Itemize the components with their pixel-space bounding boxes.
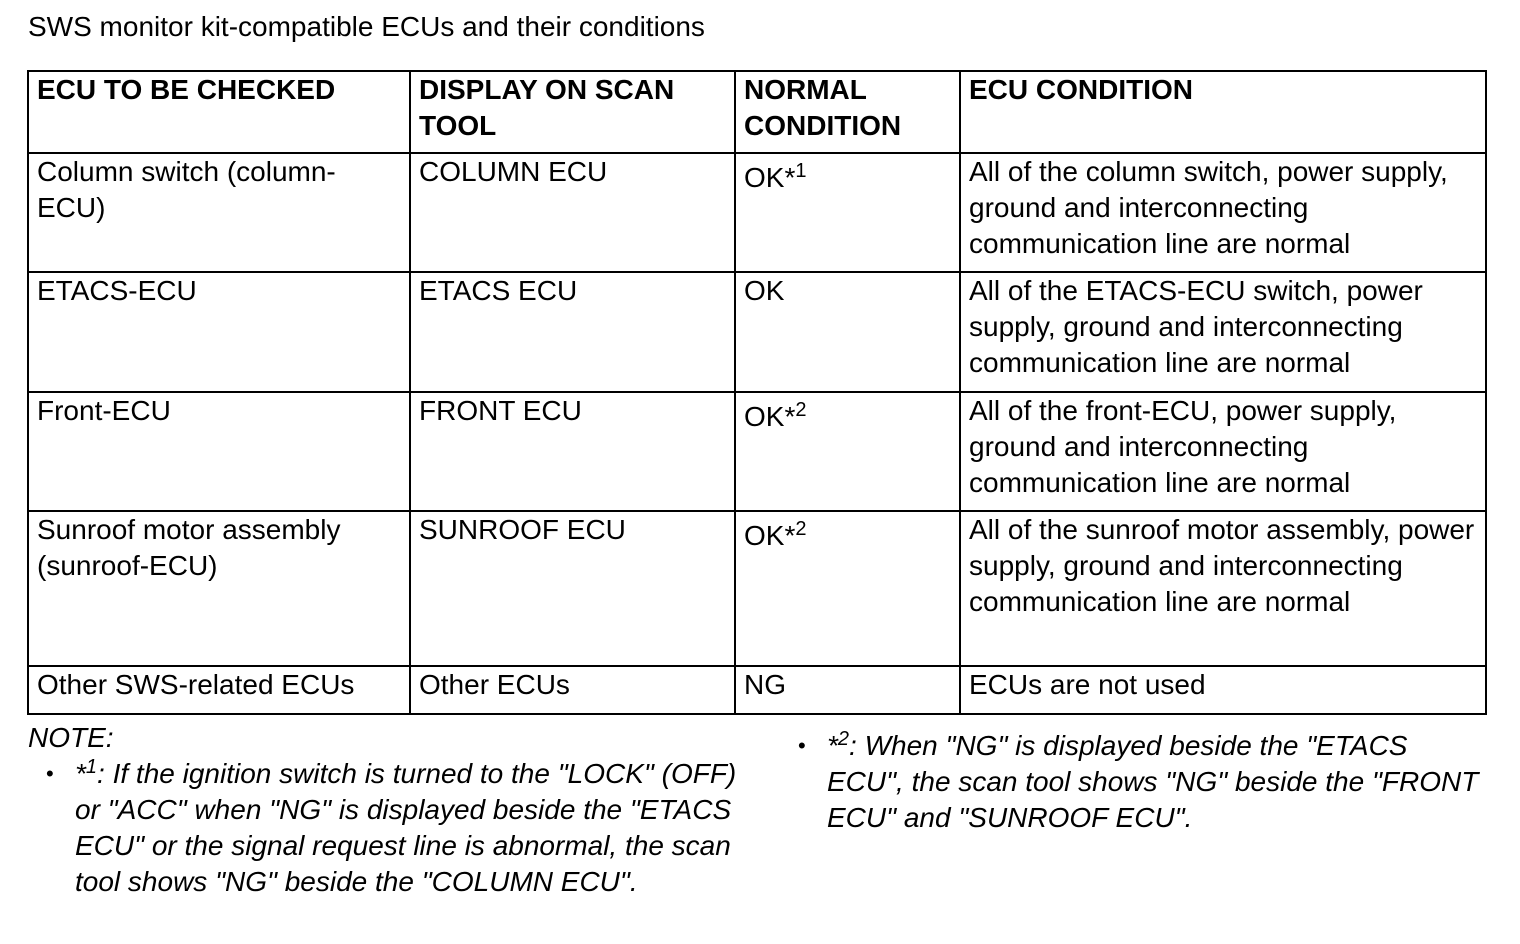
note-marker: * — [827, 730, 838, 761]
normal-value: NG — [744, 669, 786, 700]
normal-value: OK — [744, 275, 785, 306]
header-ecu-to-be-checked: ECU TO BE CHECKED — [28, 71, 410, 153]
note-list — [28, 756, 748, 900]
footnote-mark: 2 — [795, 399, 807, 421]
note-item — [780, 728, 1480, 836]
cell-display: ETACS ECU — [410, 272, 735, 392]
note-heading: NOTE: — [28, 722, 114, 753]
cell-display: Other ECUs — [410, 666, 735, 714]
page-title: SWS monitor kit-compatible ECUs and their conditions — [28, 11, 705, 42]
table-row — [28, 666, 1486, 714]
note-marker: * — [75, 758, 86, 789]
cell-condition: All of the column switch, power supply, ground and interconnecting communication line are normal — [960, 153, 1486, 272]
header-ecu-condition: ECU CONDITION — [960, 71, 1486, 153]
cell-ecu: Column switch (column-ECU) — [28, 153, 410, 272]
cell-normal — [735, 511, 960, 666]
normal-value: OK* — [744, 401, 796, 432]
footnote-mark: 1 — [795, 160, 807, 182]
cell-normal — [735, 392, 960, 511]
bullet-icon: • — [46, 761, 54, 786]
cell-condition: All of the ETACS-ECU switch, power supply, ground and interconnecting communication line are normal — [960, 272, 1486, 392]
ecu-table — [27, 70, 1487, 715]
note-text: : When "NG" is displayed beside the "ETACS ECU", the scan tool shows "NG" beside the "FRONT ECU" and "SUNROOF ECU". — [827, 730, 1479, 833]
cell-condition: All of the front-ECU, power supply, ground and interconnecting communication line are normal — [960, 392, 1486, 511]
cell-condition: ECUs are not used — [960, 666, 1486, 714]
table-row — [28, 511, 1486, 666]
cell-display: FRONT ECU — [410, 392, 735, 511]
header-display-on-scan-tool: DISPLAY ON SCAN TOOL — [410, 71, 735, 153]
table-row — [28, 153, 1486, 272]
table-header-row — [28, 71, 1486, 153]
note-section — [28, 720, 748, 900]
normal-value: OK* — [744, 162, 796, 193]
note-text: : If the ignition switch is turned to the "LOCK" (OFF) or "ACC" when "NG" is displayed beside the "ETACS ECU" or the signal request line is abnormal, the scan tool shows "NG" beside the "COLUMN ECU". — [75, 758, 737, 897]
cell-ecu: Other SWS-related ECUs — [28, 666, 410, 714]
cell-ecu: Front-ECU — [28, 392, 410, 511]
cell-normal — [735, 666, 960, 714]
cell-display: COLUMN ECU — [410, 153, 735, 272]
table-row — [28, 272, 1486, 392]
cell-display: SUNROOF ECU — [410, 511, 735, 666]
note-marker-sup: 2 — [837, 728, 850, 750]
normal-value: OK* — [744, 520, 796, 551]
cell-normal — [735, 272, 960, 392]
cell-ecu: Sunroof motor assembly (sunroof-ECU) — [28, 511, 410, 666]
cell-ecu: ETACS-ECU — [28, 272, 410, 392]
note-item — [28, 756, 748, 900]
cell-condition: All of the sunroof motor assembly, power supply, ground and interconnecting communication line are normal — [960, 511, 1486, 666]
note-section-right — [780, 728, 1480, 836]
cell-normal — [735, 153, 960, 272]
note-marker-sup: 1 — [85, 756, 98, 778]
table-row — [28, 392, 1486, 511]
note-list — [780, 728, 1480, 836]
footnote-mark: 2 — [795, 518, 807, 540]
bullet-icon: • — [798, 733, 806, 758]
header-normal-condition: NORMAL CONDITION — [735, 71, 960, 153]
